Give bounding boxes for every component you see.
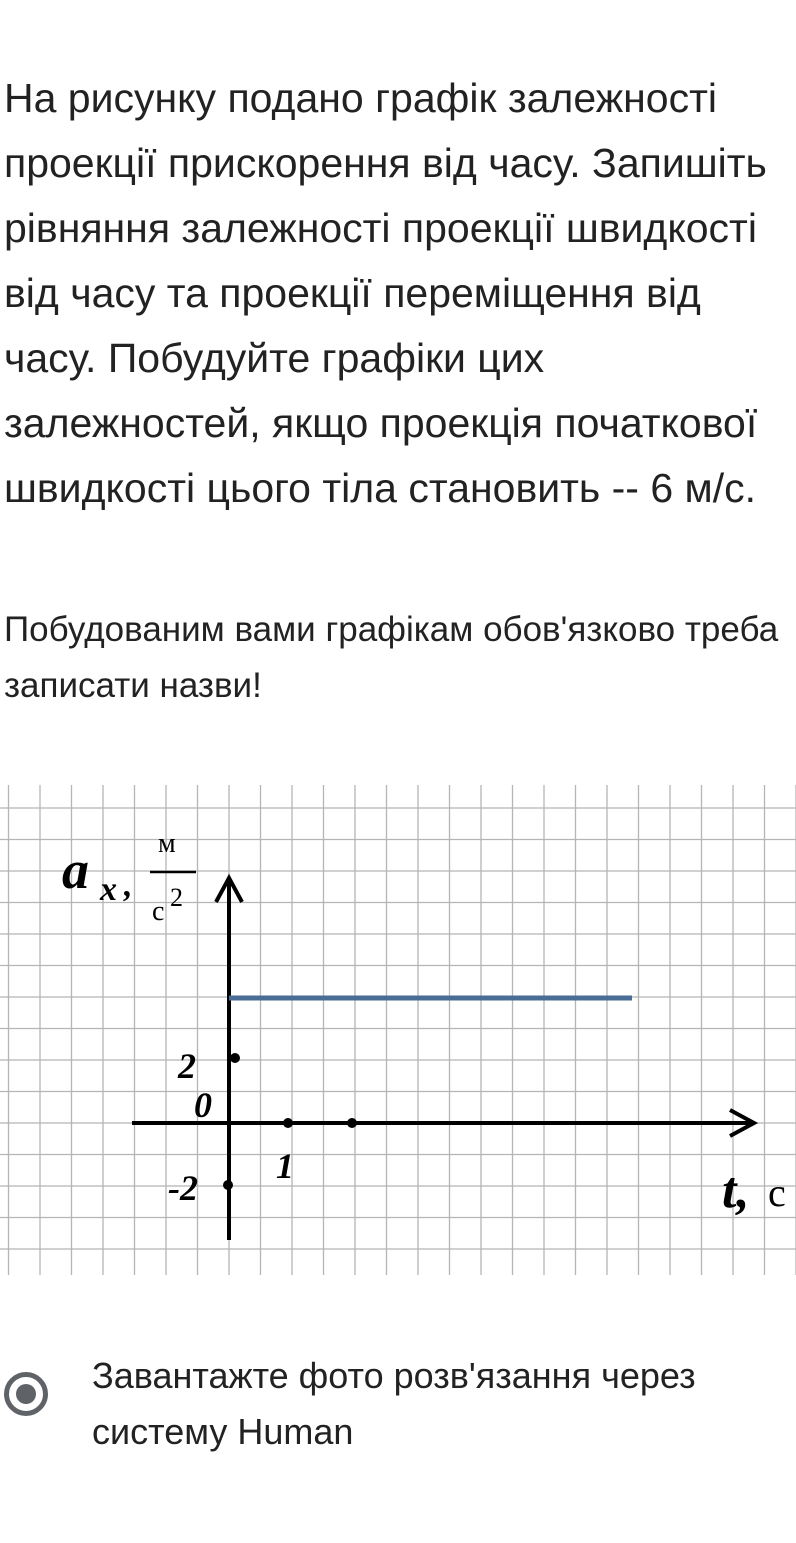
y-axis-comma: , bbox=[124, 867, 133, 904]
radio-dot-icon bbox=[16, 1384, 36, 1404]
y-tick-label-neg2: -2 bbox=[168, 1168, 198, 1208]
y-unit-exponent: 2 bbox=[170, 883, 183, 912]
upload-answer-option[interactable] bbox=[0, 1340, 796, 1470]
x-axis-symbol: t, bbox=[722, 1162, 750, 1219]
y-tick-label-2: 2 bbox=[178, 1046, 196, 1086]
answer-label: Завантажте фото розв'язання через систему Human bbox=[92, 1355, 696, 1452]
y-axis-subscript: x bbox=[100, 871, 117, 908]
graph-svg bbox=[0, 780, 796, 1280]
y-axis-symbol: a bbox=[62, 840, 89, 900]
y-unit-numerator: м bbox=[158, 828, 176, 859]
tick-y-pos bbox=[230, 1053, 240, 1063]
question-text: На рисунку подано графік залежності проекції прискорення від часу. Запишіть рівняння залежності проекції швидкості від часу та проекції переміщення від часу. Побудуйте графіки цих залежностей, якщо проекція початкової швидкості цього тіла становить -- 6 м/с. bbox=[4, 75, 767, 511]
y-unit-denominator: с bbox=[152, 896, 165, 927]
tick-y-neg bbox=[223, 1180, 233, 1190]
radio-button-selected[interactable] bbox=[4, 1372, 48, 1416]
tick-x-2 bbox=[347, 1118, 357, 1128]
question-note: Побудованим вами графікам обов'язково треба записати назви! bbox=[4, 610, 779, 705]
x-tick-label-1: 1 bbox=[276, 1146, 294, 1186]
acceleration-graph bbox=[0, 780, 796, 1280]
tick-x-1 bbox=[283, 1118, 293, 1128]
grid bbox=[0, 785, 796, 1275]
origin-label: 0 bbox=[194, 1085, 212, 1125]
x-axis-unit: с bbox=[768, 1170, 786, 1215]
